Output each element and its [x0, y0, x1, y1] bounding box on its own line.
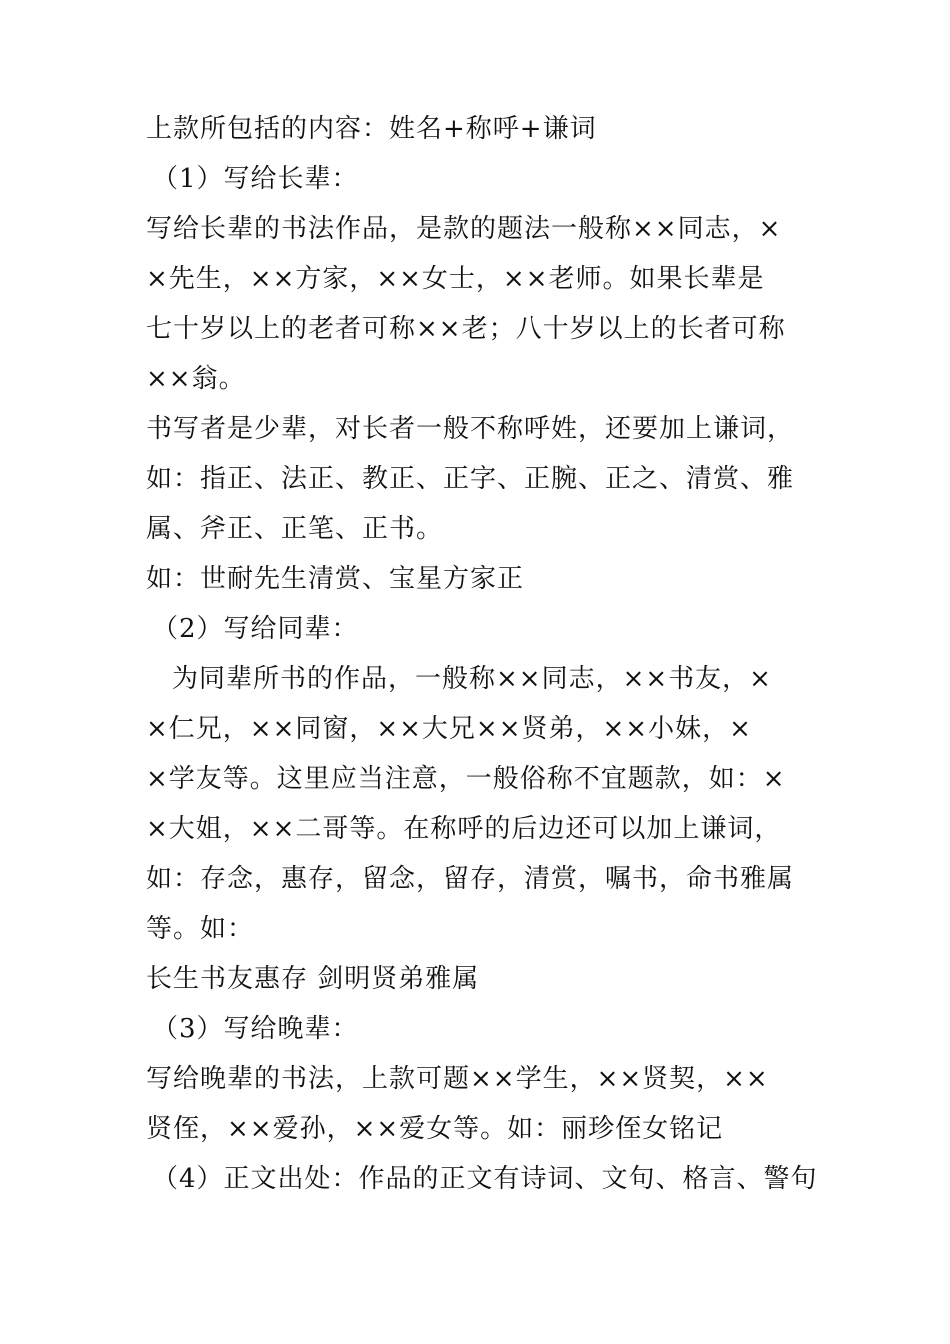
text-line: 写给晚辈的书法，上款可题××学生，××贤契，××: [146, 1064, 769, 1094]
text-line: 属、斧正、正笔、正书。: [146, 514, 444, 544]
text-line: 写给长辈的书法作品，是款的题法一般称××同志，×: [146, 214, 782, 244]
document-body: [146, 104, 818, 1204]
text-line: 上款所包括的内容：姓名+称呼+谦词: [146, 114, 597, 144]
section-heading: （2）写给同辈：: [152, 614, 359, 644]
text-line: 如：世耐先生清赏、宝星方家正: [146, 564, 525, 594]
text-line: 长生书友惠存 剑明贤弟雅属: [146, 964, 480, 994]
text-line: 七十岁以上的老者可称××老；八十岁以上的长者可称: [146, 314, 786, 344]
section-heading: （4）正文出处：作品的正文有诗词、文句、格言、警句: [152, 1164, 818, 1194]
text-line: 为同辈所书的作品，一般称××同志，××书友，×: [172, 664, 772, 694]
text-line: ××翁。: [146, 364, 246, 394]
text-line: 如：存念，惠存，留念，留存，清赏，嘱书，命书雅属: [146, 864, 795, 894]
text-line: 书写者是少辈，对长者一般不称呼姓，还要加上谦词，: [146, 414, 795, 444]
text-line: ×先生，××方家，××女士，××老师。如果长辈是: [146, 264, 765, 294]
section-heading: （3）写给晚辈：: [152, 1014, 359, 1044]
text-line: ×学友等。这里应当注意，一般俗称不宜题款，如：×: [146, 764, 786, 794]
text-line: ×大姐，××二哥等。在称呼的后边还可以加上谦词，: [146, 814, 782, 844]
section-heading: （1）写给长辈：: [152, 164, 359, 194]
text-line: 如：指正、法正、教正、正字、正腕、正之、清赏、雅: [146, 464, 795, 494]
text-line: 贤侄，××爱孙，××爱女等。如：丽珍侄女铭记: [146, 1114, 724, 1144]
text-line: 等。如：: [146, 914, 255, 944]
text-line: ×仁兄，××同窗，××大兄××贤弟，××小妹，×: [146, 714, 752, 744]
